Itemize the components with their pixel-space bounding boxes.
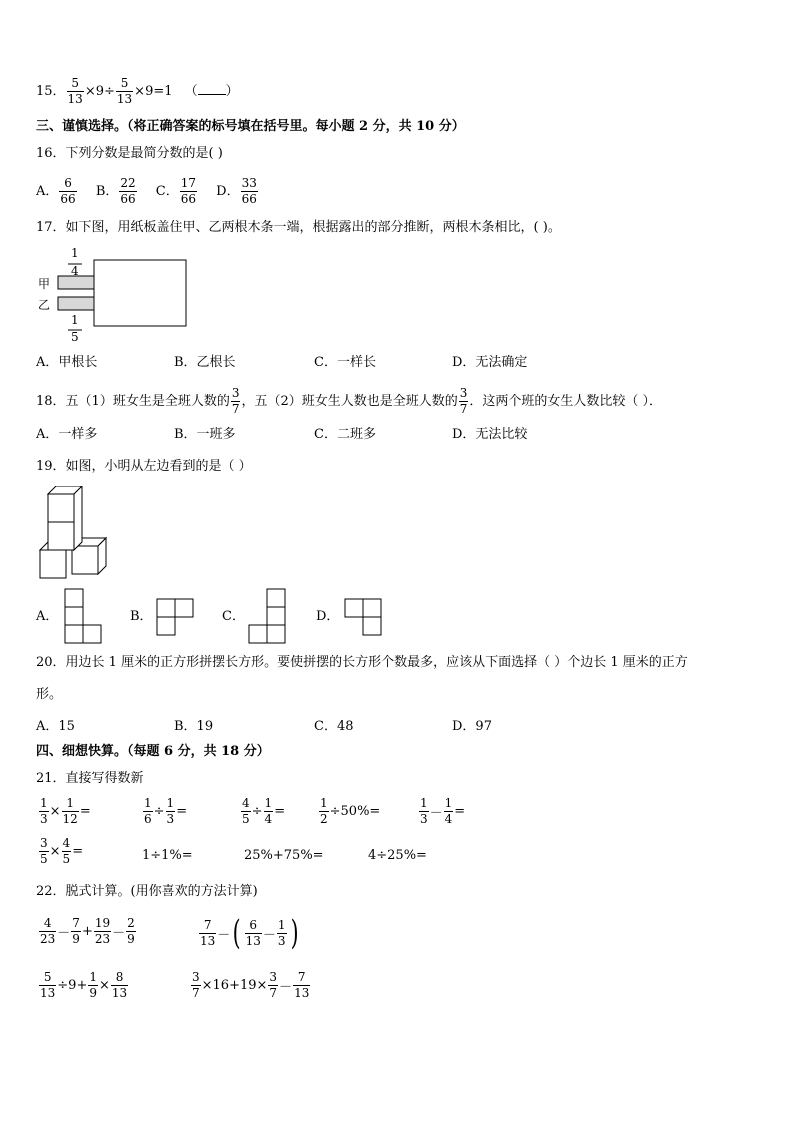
option-d[interactable]: D．97: [452, 719, 492, 734]
question-21-stem: 21．直接写得数新: [36, 771, 144, 786]
calc-item: $\frac{3}{5}$ × $\frac{4}{5}$ =: [40, 836, 84, 866]
fraction-bottom-denominator: 5: [71, 330, 79, 344]
fraction: $\frac{5}{13}$: [116, 76, 133, 106]
fraction-top-numerator: 1: [71, 246, 79, 260]
question-20-line1: 20．用边长 1 厘米的正方形拼摆长方形。要使拼摆的长方形个数最多，应该从下面选择（ ）个边长 1 厘米的正方: [36, 655, 688, 670]
calc-item: $\frac{4}{5}$ ÷ $\frac{1}{4}$ =: [242, 796, 286, 826]
option-a-label[interactable]: A．: [36, 609, 59, 624]
option-d[interactable]: D．无法确定: [452, 355, 528, 370]
cube-stack-figure: [38, 486, 110, 586]
option-d-label[interactable]: D．: [316, 609, 340, 624]
calc-item: $\frac{1}{3}$ － $\frac{1}{4}$ =: [420, 796, 466, 826]
question-18-stem: 18．五（1）班女生是全班人数的 $\frac{3}{7}$ ，五（2）班女生人数也是全班人数的 $\frac{3}{7}$ ．这两个班的女生人数比较（ ）．: [36, 386, 663, 416]
label-yi: 乙: [38, 298, 51, 312]
option-d-fraction[interactable]: $\frac{33}{66}$: [241, 176, 257, 206]
fraction: $\frac{3}{7}$: [459, 386, 468, 416]
calc-item: 25%+75%=: [244, 848, 324, 863]
option-b-label[interactable]: B．: [130, 609, 153, 624]
option-b[interactable]: B．乙根长: [174, 355, 236, 370]
option-a[interactable]: A．甲根长: [36, 355, 98, 370]
option-a-fraction[interactable]: $\frac{6}{66}$: [60, 176, 76, 206]
expression-1: $\frac{4}{23}$ － $\frac{7}{9}$ + $\frac{19}{23}$ － $\frac{2}{9}$: [40, 916, 135, 946]
label-jia: 甲: [38, 277, 51, 291]
fraction: $\frac{5}{13}$: [67, 76, 83, 106]
option-a[interactable]: A．15: [36, 719, 75, 734]
option-b-fraction[interactable]: $\frac{22}{66}$: [120, 176, 136, 206]
question-16-stem: 16．下列分数是最简分数的是( ): [36, 146, 223, 161]
fraction-top-denominator: 4: [71, 264, 79, 278]
option-c-view[interactable]: [248, 588, 288, 646]
option-c[interactable]: C．一样长: [314, 355, 376, 370]
question-15: 15． $\frac{5}{13}$ ×9÷ $\frac{5}{13}$ ×9=1 （ ）: [36, 76, 239, 106]
calc-item: $\frac{1}{6}$ ÷ $\frac{1}{3}$ =: [144, 796, 188, 826]
option-a-view[interactable]: [64, 588, 104, 646]
calc-item: $\frac{1}{3}$ × $\frac{1}{12}$ =: [40, 796, 91, 826]
fraction: $\frac{3}{7}$: [231, 386, 240, 416]
option-a[interactable]: A．一样多: [36, 427, 98, 442]
question-16-options: A． $\frac{6}{66}$ B． $\frac{22}{66}$ C． $\frac{17}{66}$ D． $\frac{33}{66}$: [36, 176, 257, 206]
option-c[interactable]: C．48: [314, 719, 354, 734]
question-19-stem: 19．如图，小明从左边看到的是（ ）: [36, 459, 252, 474]
question-20-line2: 形。: [36, 687, 63, 702]
expression-4: $\frac{3}{7}$ ×16+19× $\frac{3}{7}$ － $\frac{7}{13}$: [192, 970, 310, 1000]
section-3-title: 三、谨慎选择。（将正确答案的标号填在括号里。每小题 2 分，共 10 分）: [36, 119, 465, 134]
answer-blank[interactable]: [198, 82, 226, 95]
option-d-view[interactable]: [344, 598, 384, 638]
option-b-view[interactable]: [156, 598, 196, 638]
option-b[interactable]: B．一班多: [174, 427, 236, 442]
calc-item: $\frac{1}{2}$ ÷50%=: [320, 796, 381, 826]
option-b[interactable]: B．19: [174, 719, 214, 734]
wood-strip-figure: [36, 246, 196, 346]
option-c-label[interactable]: C．: [222, 609, 245, 624]
question-22-stem: 22．脱式计算。(用你喜欢的方法计算): [36, 884, 258, 899]
fraction-bottom-numerator: 1: [71, 313, 79, 327]
calc-item: 4÷25%=: [368, 848, 427, 863]
expression-3: $\frac{5}{13}$ ÷9+ $\frac{1}{9}$ × $\frac{8}{13}$: [40, 970, 128, 1000]
question-17-stem: 17．如下图，用纸板盖住甲、乙两根木条一端，根据露出的部分推断，两根木条相比，( )。: [36, 220, 561, 235]
calc-item: 1÷1%=: [142, 848, 193, 863]
expression-2: $\frac{7}{13}$ －( $\frac{6}{13}$ － $\frac{1}{3}$ ): [200, 913, 299, 953]
option-d[interactable]: D．无法比较: [452, 427, 528, 442]
option-c[interactable]: C．二班多: [314, 427, 376, 442]
section-4-title: 四、细想快算。（每题 6 分，共 18 分）: [36, 744, 270, 759]
option-c-fraction[interactable]: $\frac{17}{66}$: [180, 176, 197, 206]
